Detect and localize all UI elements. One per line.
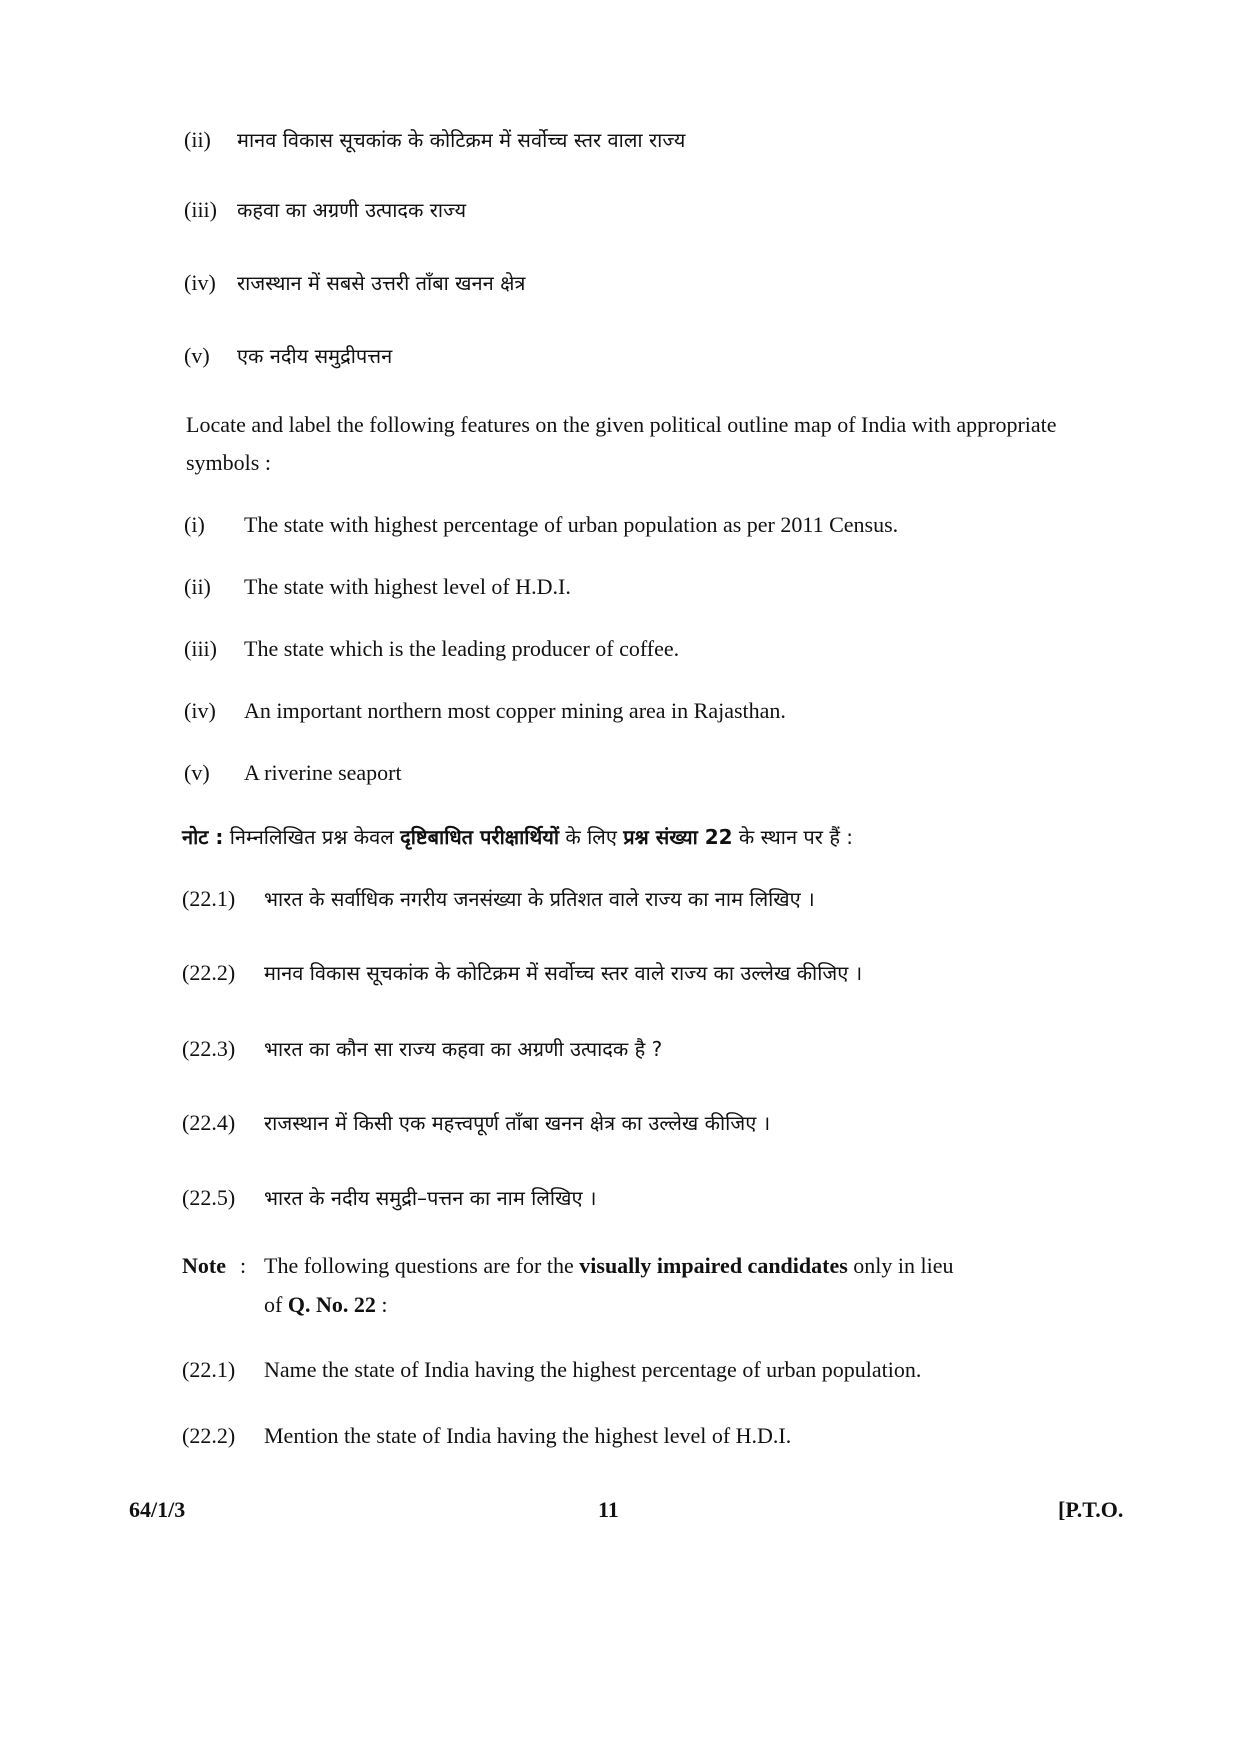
item-number: (iii) [184, 636, 217, 661]
item-number: (iv) [184, 270, 216, 295]
item-number: (v) [184, 343, 210, 368]
question-text: भारत के नदीय समुद्री–पत्तन का नाम लिखिए । [264, 1186, 597, 1210]
item-number: (ii) [184, 574, 211, 599]
note-text: के स्थान पर हैं : [738, 825, 854, 849]
item-number: (iii) [184, 197, 217, 222]
note-text: of [264, 1292, 283, 1317]
question-text: Name the state of India having the highest percentage of urban population. [264, 1357, 922, 1382]
item-text: The state with highest percentage of urban population as per 2011 Census. [244, 512, 899, 537]
note-label: नोट : [182, 825, 224, 849]
question-number: (22.1) [182, 886, 236, 911]
note-text-line1 [264, 1252, 954, 1280]
item-text: राजस्थान में सबसे उत्तरी ताँबा खनन क्षेत्र [237, 271, 526, 295]
note-text-line2 [264, 1291, 387, 1319]
item-text: The state with highest level of H.D.I. [244, 574, 571, 599]
item-number: (i) [184, 512, 205, 537]
page-number: 11 [598, 1497, 619, 1522]
note-bold: दृष्टिबाधित परीक्षार्थियों [400, 825, 560, 849]
item-text: The state which is the leading producer of coffee. [244, 636, 680, 661]
question-text: मानव विकास सूचकांक के कोटिक्रम में सर्वोच्च स्तर वाले राज्य का उल्लेख कीजिए । [264, 961, 863, 985]
question-number: (22.5) [182, 1185, 236, 1210]
note-text: only in lieu [853, 1253, 954, 1278]
item-text: A riverine seaport [244, 760, 402, 785]
question-number: (22.2) [182, 960, 236, 985]
note-text: The following questions are for the [264, 1253, 574, 1278]
question-number: (22.4) [182, 1110, 236, 1135]
pto-marker: [P.T.O. [1058, 1497, 1124, 1522]
item-number: (ii) [184, 127, 211, 152]
item-text: एक नदीय समुद्रीपत्तन [237, 344, 393, 368]
note-label: Note [182, 1253, 226, 1278]
item-number: (v) [184, 760, 210, 785]
item-number: (iv) [184, 698, 216, 723]
note-bold: प्रश्न संख्या 22 [623, 825, 733, 849]
note-colon: : [240, 1253, 247, 1278]
note-text: : [381, 1292, 388, 1317]
item-text: An important northern most copper mining area in Rajasthan. [244, 698, 786, 723]
question-text: Mention the state of India having the highest level of H.D.I. [264, 1423, 792, 1448]
question-number: (22.2) [182, 1423, 236, 1448]
question-number: (22.1) [182, 1357, 236, 1382]
note-bold: Q. No. 22 [287, 1292, 376, 1317]
item-text: मानव विकास सूचकांक के कोटिक्रम में सर्वोच्च स्तर वाला राज्य [237, 128, 686, 152]
question-text: भारत के सर्वाधिक नगरीय जनसंख्या के प्रतिशत वाले राज्य का नाम लिखिए । [264, 887, 815, 911]
note-bold: visually impaired candidates [579, 1253, 848, 1278]
question-text: राजस्थान में किसी एक महत्त्वपूर्ण ताँबा खनन क्षेत्र का उल्लेख कीजिए । [264, 1111, 771, 1135]
item-text: कहवा का अग्रणी उत्पादक राज्य [237, 198, 467, 222]
question-text: भारत का कौन सा राज्य कहवा का अग्रणी उत्पादक है ? [264, 1037, 663, 1061]
paper-code: 64/1/3 [129, 1497, 186, 1522]
note-text: निम्नलिखित प्रश्न केवल [229, 825, 394, 849]
map-instruction: Locate and label the following features on the given political outline map of India with appropriate symbols : [186, 412, 1057, 475]
question-number: (22.3) [182, 1036, 236, 1061]
hindi-note [182, 823, 853, 851]
note-text: के लिए [565, 825, 617, 849]
